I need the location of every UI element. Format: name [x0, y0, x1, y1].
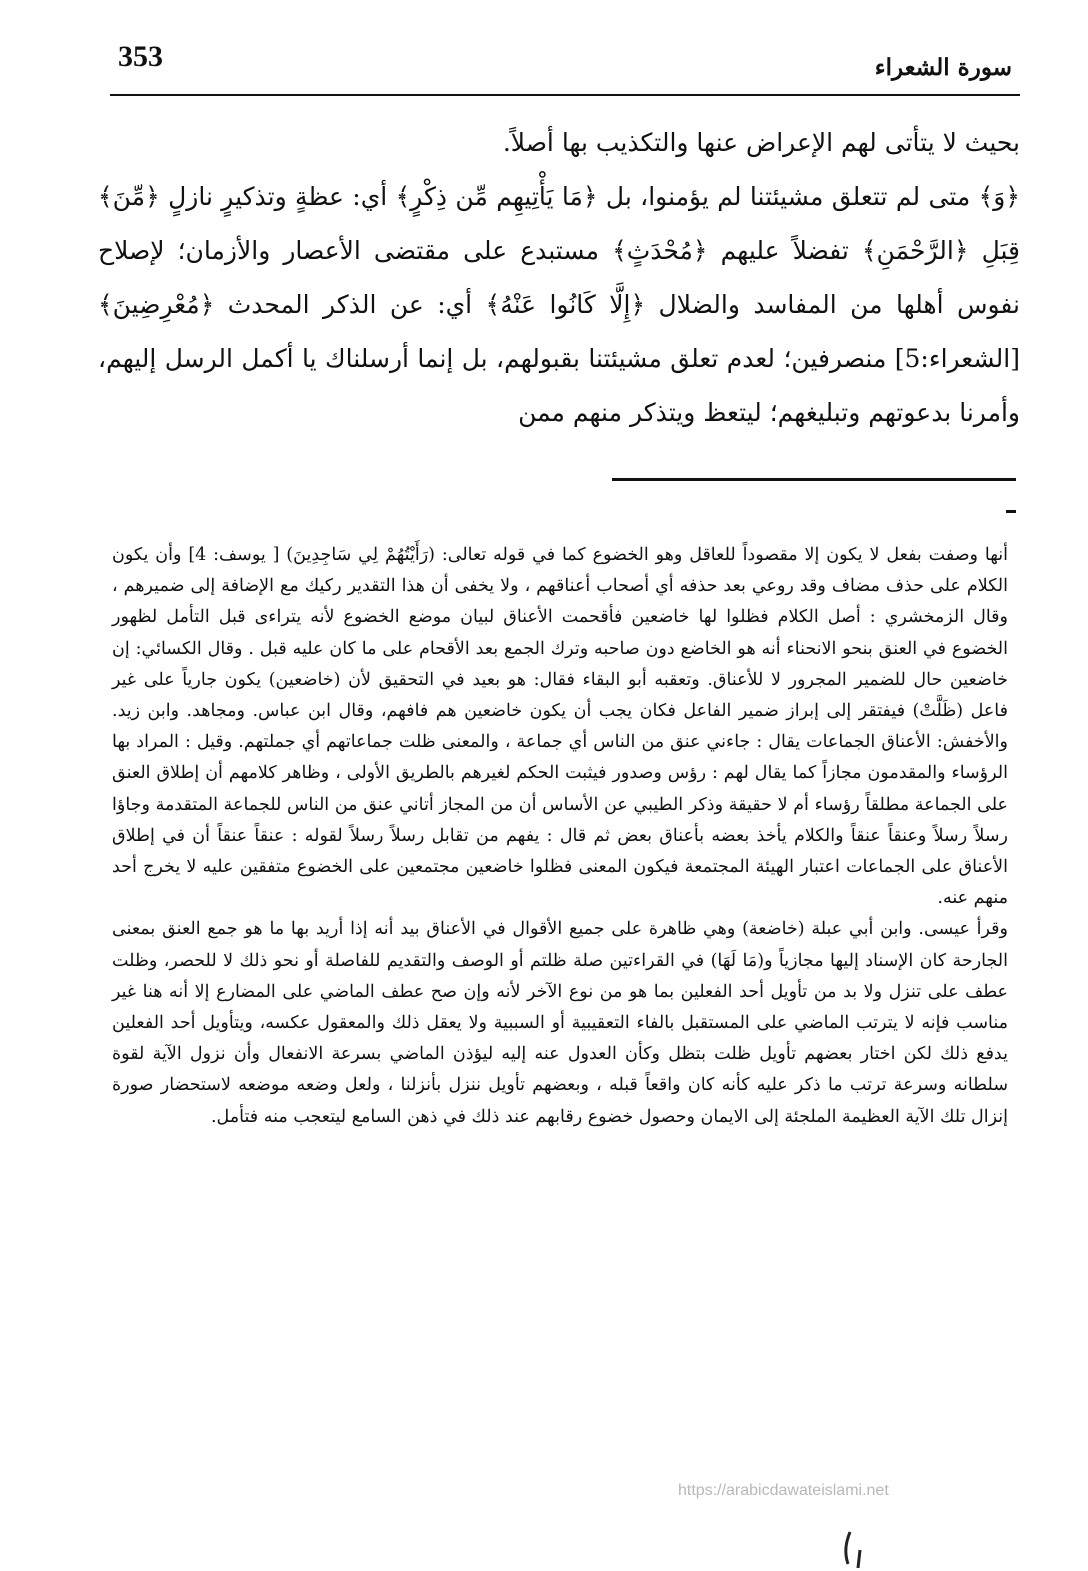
main-paragraph: ﴿وَ﴾ متى لم تتعلق مشيئتنا لم يؤمنوا، بل ﴿مَا يَأْتِيهِم مِّن ذِكْرٍ﴾ أي: عظةٍ وتذكيرٍ نازلٍ ﴿مِّنَ﴾ قِبَلِ ﴿الرَّحْمَنِ﴾ تفضلاً عليهم ﴿مُحْدَثٍ﴾ مستبدع على مقتضى الأعصار والأزمان؛ لإصلاح نفوس أهلها من المفاسد والضلال ﴿إِلَّا كَانُوا عَنْهُ﴾ أي: عن الذكر المحدث ﴿مُعْرِضِينَ﴾ [الشعراء:5] منصرفين؛ لعدم تعلق مشيئتنا بقبولهم، بل إنما أرسلناك يا أكمل الرسل إليهم، وأمرنا بدعوتهم وتبليغهم؛ ليتعظ ويتذكر منهم ممن	[98, 182, 1020, 427]
footnote-dash	[1006, 510, 1016, 513]
footnote-paragraph: أنها وصفت بفعل لا يكون إلا مقصوداً للعاقل وهو الخضوع كما في قوله تعالى: (رَأَيْتُهُمْ لِي سَاجِدِينَ) [ يوسف: 4] وأن يكون الكلام على حذف مضاف وقد روعي بعد حذفه أي أصحاب أعناقهم ، ولا يخفى أن هذا التقدير ركيك مع الإضافة إلى ضميرهم ، وقال الزمخشري : أصل الكلام فظلوا لها خاضعين فأقحمت الأعناق لبيان موضع الخضوع لأنه يتراءى قبل التأمل لظهور الخضوع في العنق بنحو الانحناء أنه هو الخاضع دون صاحبه وترك الجمع بعد الأقحام على ما كان عليه قبل . وقال الكسائي: إن خاضعين حال للضمير المجرور لا للأعناق. وتعقبه أبو البقاء فقال: هو بعيد في التحقيق لأن (خاضعين) يكون جارياً على غير فاعل (ظَلَّتْ) فيفتقر إلى إبراز ضمير الفاعل فكان يجب أن يكون خاضعين هم فافهم، وقال ابن عباس. ومجاهد. وابن زيد. والأخفش: الأعناق الجماعات يقال : جاءني عنق من الناس أي جماعة ، والمعنى ظلت جماعاتهم أي جملتهم. وقيل : المراد بها الرؤساء والمقدمون مجازاً كما يقال لهم : رؤس وصدور فيثبت الحكم لغيرهم بالطريق الأولى ، وظاهر كلامهم أن إطلاق العنق على الجماعة مطلقاً رؤساء أم لا حقيقة وذكر الطيبي عن الأساس أن من المجاز أتاني عنق من الناس للجماعة المتقدمة وجاؤا رسلاً رسلاً وعنقاً عنقاً والكلام يأخذ بعضه بأعناق بعض ثم قال : يفهم من تقابل رسلاً رسلاً لقوله : عنقاً عنقاً أن في إطلاق الأعناق على الجماعات اعتبار الهيئة المجتمعة فيكون المعنى فظلوا خاضعين مجتمعين على الخضوع متفقين عليه لا يخرج أحد منهم عنه.	[112, 545, 1008, 909]
surah-title: سورة الشعراء	[874, 54, 1012, 81]
main-paragraph: بحيث لا يتأتى لهم الإعراض عنها والتكذيب بها أصلاً.	[502, 128, 1020, 157]
main-text	[98, 116, 1020, 440]
watermark: https://arabicdawateislami.net	[678, 1482, 889, 1499]
page-number: 353	[118, 40, 163, 73]
header-rule	[110, 94, 1020, 96]
pen-stroke-mark	[836, 1528, 876, 1571]
footnotes	[112, 540, 1008, 1133]
footnote-paragraph: وقرأ عيسى. وابن أبي عبلة (خاضعة) وهي ظاهرة على جميع الأقوال في الأعناق بيد أنه إذا أريد بها ما هو جمع العنق بمعنى الجارحة كان الإسناد إليها مجازياً و(مَا لَهَا) في القراءتين صلة ظلتم أو الوصف والتقديم للفاصلة أو نحو ذلك لا للحصر، وظلت عطف على تنزل ولا بد من تأويل أحد الفعلين بما هو من نوع الآخر لأنه وإن صح عطف الماضي على المضارع إلا أنه هنا غير مناسب فإنه لا يترتب الماضي على المستقبل بالفاء التعقيبية أو السببية ولا يعقل ذلك والمعقول عكسه، ويتأويل أحد الفعلين يدفع ذلك لكن اختار بعضهم تأويل ظلت بتظل وكأن العدول عنه إليه ليؤذن الماضي بسرعة الانفعال وأن نزول الآية لقوة سلطانه وسرعة ترتب ما ذكر عليه كأنه كان واقعاً قبله ، وبعضهم تأويل ننزل بأنزلنا ، ولعل وضعه موضعه لاستحضار صورة إنزال تلك الآية العظيمة الملجئة إلى الايمان وحصول خضوع رقابهم عند ذلك في ذهن السامع ليتعجب منه فتأمل.	[112, 919, 1008, 1127]
footnote-separator	[612, 478, 1016, 481]
